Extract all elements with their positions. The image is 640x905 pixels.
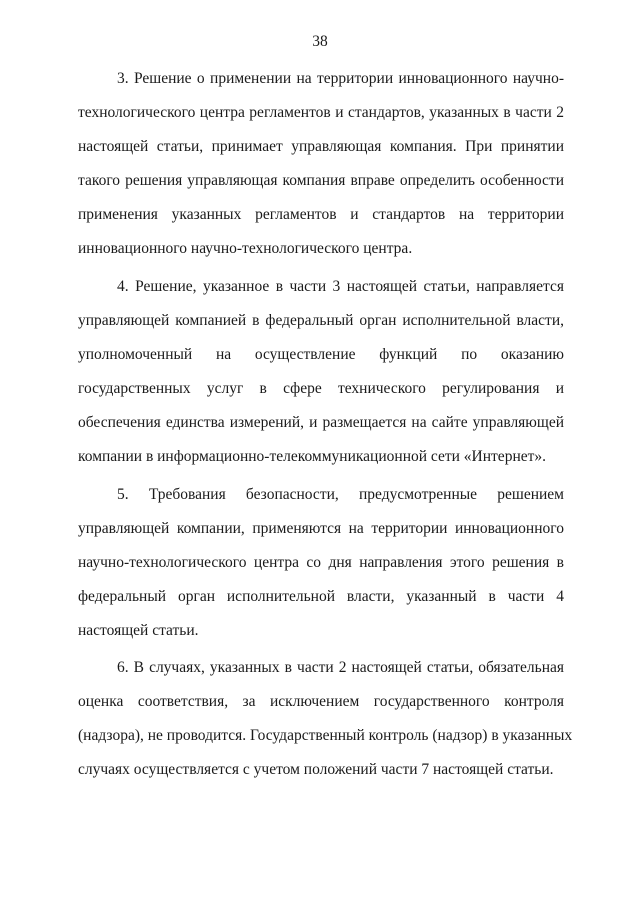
text-line: обеспечения единства измерений, и размещается на сайте управляющей	[78, 414, 564, 432]
text-line: инновационного научно-технологического центра.	[78, 240, 413, 258]
text-line: федеральный орган исполнительной власти, указанный в части 4	[78, 588, 564, 606]
text-line: настоящей статьи, принимает управляющая компания. При принятии	[78, 138, 564, 156]
text-line: (надзора), не проводится. Государственный контроль (надзор) в указанных	[78, 727, 573, 745]
text-line: 4. Решение, указанное в части 3 настоящей статьи, направляется	[117, 278, 564, 295]
page-number: 38	[312, 33, 328, 50]
text-line: уполномоченный на осуществление функций по оказанию	[78, 346, 564, 364]
text-line: 5. Требования безопасности, предусмотренные решением	[117, 486, 564, 503]
text-line: научно-технологического центра со дня направления этого решения в	[78, 554, 564, 572]
paragraph-6	[78, 651, 573, 787]
paragraph-4	[78, 270, 564, 475]
text-line: случаях осуществляется с учетом положений части 7 настоящей статьи.	[78, 761, 554, 779]
text-line: управляющей компанией в федеральный орган исполнительной власти,	[78, 312, 564, 330]
text-line: компании в информационно-телекоммуникационной сети «Интернет».	[78, 448, 547, 466]
text-line: настоящей статьи.	[78, 622, 199, 640]
text-line: 6. В случаях, указанных в части 2 настоящей статьи, обязательная	[117, 659, 564, 676]
text-line: управляющей компании, применяются на территории инновационного	[78, 520, 564, 538]
paragraph-5	[78, 478, 564, 648]
text-line: 3. Решение о применении на территории инновационного научно-	[117, 70, 564, 87]
paragraph-3	[78, 62, 564, 267]
text-line: оценка соответствия, за исключением государственного контроля	[78, 693, 564, 711]
text-line: государственных услуг в сфере технического регулирования и	[78, 380, 564, 398]
text-line: технологического центра регламентов и стандартов, указанных в части 2	[78, 104, 564, 122]
text-line: применения указанных регламентов и стандартов на территории	[78, 206, 564, 224]
text-line: такого решения управляющая компания вправе определить особенности	[78, 172, 564, 190]
